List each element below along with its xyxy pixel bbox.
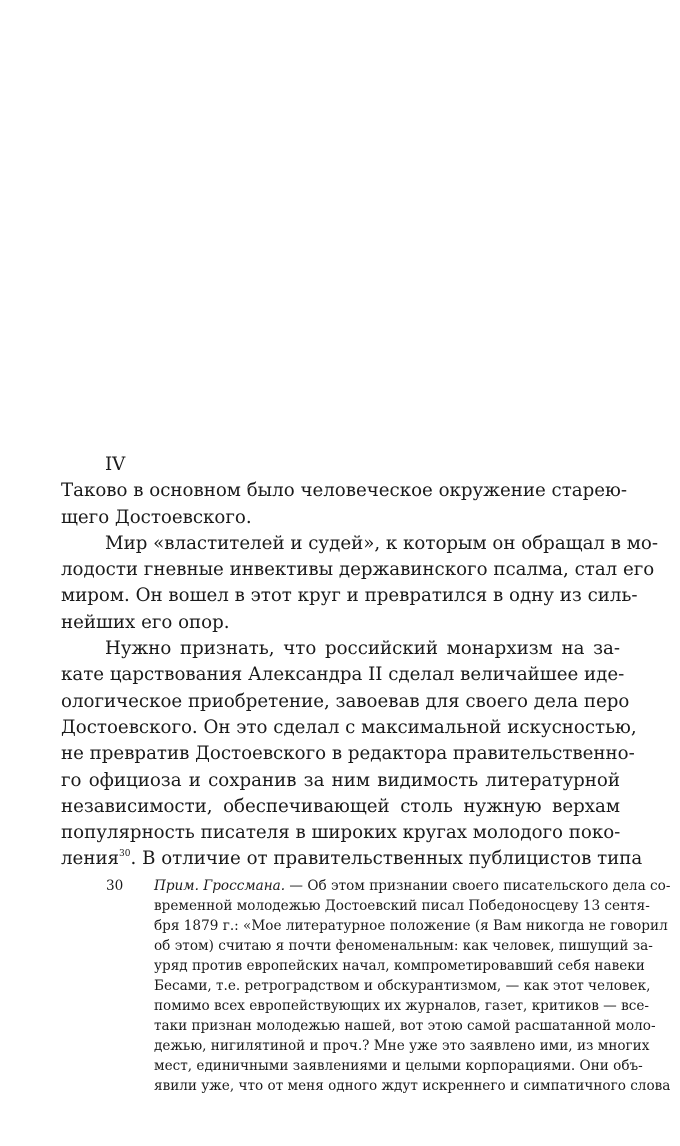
text-line: Таково в основном было человеческое окружение старею- [61,480,627,502]
footnote-line: Бесами, т.е. ретроградством и обскурантизмом, — как этот человек, [154,978,651,994]
text-line: щего Достоевского. [61,506,252,528]
footnote-line: об этом) считаю я почти феноменальным: как человек, пишущий за- [154,938,653,954]
footnote-attribution: Прим. Гроссмана. [154,878,286,894]
text-line: независимости, обеспечивающей столь нужную верхам [61,795,620,817]
text-line: кате царствования Александра II сделал величайшее иде- [61,664,625,686]
footnote-line: дежью, нигилятиной и проч.? Мне уже это заявлено ими, из многих [154,1038,650,1054]
text-line: Мир «властителей и судей», к которым он обращал в мо- [105,532,659,554]
chapter-heading: IV [105,454,126,475]
text-fragment: ления [61,848,120,870]
text-line: нейших его опор. [61,611,230,633]
text-line: го официоза и сохранив за ним видимость литературной [61,769,620,791]
text-line: не превратив Достоевского в редактора правительственно- [61,743,635,765]
footnote-line: таки признан молодежью нашей, вот этою самой расшатанной моло- [154,1018,656,1034]
text-line: миром. Он вошел в этот круг и превратился в одну из силь- [61,585,638,607]
text-line: Нужно признать, что российский монархизм на за- [105,638,620,660]
footnote-line: временной молодежью Достоевский писал Победоносцеву 13 сентя- [154,898,650,914]
footnote-line [154,876,671,896]
text-line: ологическое приобретение, завоевав для своего дела перо [61,690,630,712]
footnote-line: помимо всех европействующих их журналов, газет, критиков — все- [154,998,650,1014]
text-fragment: . В отличие от правительственных публицистов типа [130,848,643,870]
footnote-reference[interactable]: 30 [119,849,131,860]
footnote-line: явили уже, что от меня одного ждут искреннего и симпатичного слова [154,1078,671,1094]
footnote-line: бря 1879 г.: «Мое литературное положение (я Вам никогда не говорил [154,918,668,934]
text-line-with-footnote-ref [61,846,643,872]
text-line: лодости гневные инвективы державинского псалма, стал его [61,559,655,581]
footnote-line: уряд против европейских начал, компрометировавший себя навеки [154,958,645,974]
text-line: Достоевского. Он это сделал с максимальной искусностью, [61,716,637,738]
footnote-line: мест, единичными заявлениями и целыми корпорациями. Они объ- [154,1058,643,1074]
footnote-number: 30 [106,878,124,894]
text-line: популярность писателя в широких кругах молодого поко- [61,822,621,844]
footnote-text [154,876,671,1096]
footnote-fragment: — Об этом признании своего писательского дела со- [285,878,671,894]
main-text [61,452,659,873]
